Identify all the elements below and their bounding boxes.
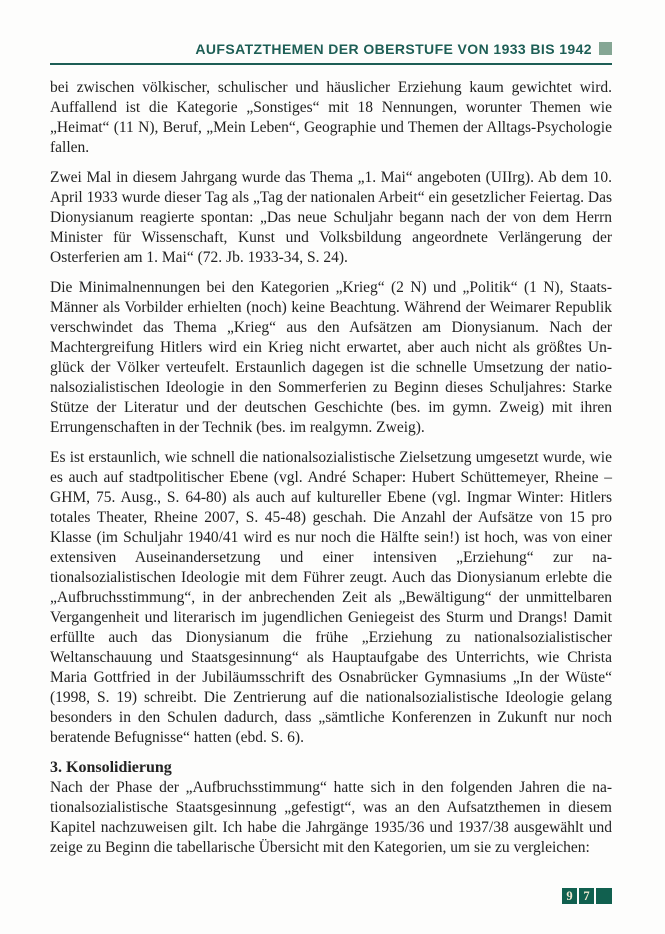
section-heading: 3. Konsolidierung xyxy=(50,759,172,776)
page-number-digit: 7 xyxy=(579,888,594,904)
page-header xyxy=(50,40,612,65)
paragraph-1: bei zwischen völkischer, schulischer und häuslicher Erziehung kaum gewichtet wird. Auffallend ist die Kategorie „Sonstiges“ mit 18 Nennungen, worunter Themen wie „Heimat“ (11 N), Beruf, „Mein Leben“, Geographie und Themen der Alltags-Psychologie fallen. xyxy=(50,79,612,156)
page-header-title: AUFSATZTHEMEN DER OBERSTUFE VON 1933 BIS 1942 xyxy=(195,41,592,57)
paragraph-2: Zwei Mal in diesem Jahrgang wurde das Thema „1. Mai“ angeboten (UIIrg). Ab dem 10. April 1933 wurde dieser Tag als „Tag der nationalen Arbeit“ ein gesetzlicher Feiertag. Das Dionysianum reagierte spontan: „Das neue Schuljahr begann nach der von dem Herrn Minister für Wissenschaft, Kunst und Volksbildung angeordnete Verlängerung der Osterferien am 1. Mai“ (72. Jb. 1933-34, S. 24). xyxy=(50,169,612,266)
page-number xyxy=(562,888,612,904)
body-text xyxy=(50,78,612,858)
page-number-digit: 9 xyxy=(562,888,577,904)
page-number-accent-square xyxy=(596,888,612,904)
paragraph-5: Nach der Phase der „Aufbruchsstimmung“ hatte sich in den folgenden Jahren die nationalsozialistische Staatsgesinnung „gefestigt“, was an den Aufsatzthemen in diesem Kapitel nachzuweisen gilt. Ich habe die Jahrgänge 1935/36 und 1937/38 ausgewählt und zeige zu Beginn die tabellarische Übersicht mit den Kategorien, um sie zu vergleichen: xyxy=(50,779,612,856)
header-accent-square xyxy=(599,42,612,55)
paragraph-4: Es ist erstaunlich, wie schnell die nationalsozialistische Zielsetzung umgesetzt wurde, wie es auch auf stadtpolitischer Ebene (vgl. André Schaper: Hubert Schüttemeyer, Rheine – GHM, 75. Ausg., S. 64-80) als auch auf kultureller Ebene (vgl. Ingmar Winter: Hitlers totales Theater, Rheine 2007, S. 45-48) geschah. Die Anzahl der Aufsätze von 15 pro Klasse (im Schuljahr 1940/41 wird es nur noch die Hälfte sein!) ist hoch, was von einer extensiven Auseinandersetzung und einer intensiven „Erziehung“ zur nationalsozialistischen Ideologie mit dem Führer zeugt. Auch das Dionysianum erlebte die „Aufbruchsstimmung“, in der anbrechenden Zeit als „Bewältigung“ der unmittelbaren Vergangenheit und literarisch im jugendlichen Geniegeist des Sturm und Drangs! Damit erfüllte auch das Dionysianum die frühe „Erziehung zu nationalsozialistischer Weltanschauung und Staatsgesinnung“ als Hauptaufgabe des Unterrichts, wie Christa Maria Gottfried in der Jubiläumsschrift des Osnabrücker Gymnasiums „In der Wüste“ (1998, S. 19) schreibt. Die Zentrierung auf die nationalsozialistische Ideologie gelang besonders in den Schulen dadurch, dass „sämtliche Konferenzen in Zukunft nur noch beratende Befugnisse“ hatten (ebd. S. 6). xyxy=(50,449,612,746)
paragraph-3: Die Minimalnennungen bei den Kategorien „Krieg“ (2 N) und „Politik“ (1 N), Staats-Männer als Vorbilder erhielten (noch) keine Beachtung. Während der Weimarer Republik verschwindet das Thema „Krieg“ aus den Aufsätzen am Dionysianum. Nach der Machtergreifung Hitlers wird ein Krieg nicht erwartet, aber auch nicht als größtes Unglück der Völker verteufelt. Erstaunlich dagegen ist die schnelle Umsetzung der nationalsozialistischen Ideologie in den Sommerferien zu Beginn dieses Schuljahres: Starke Stütze der Literatur und der deutschen Geschichte (bes. im gymn. Zweig) mit ihren Errungenschaften in der Technik (bes. im realgymn. Zweig). xyxy=(50,279,612,436)
